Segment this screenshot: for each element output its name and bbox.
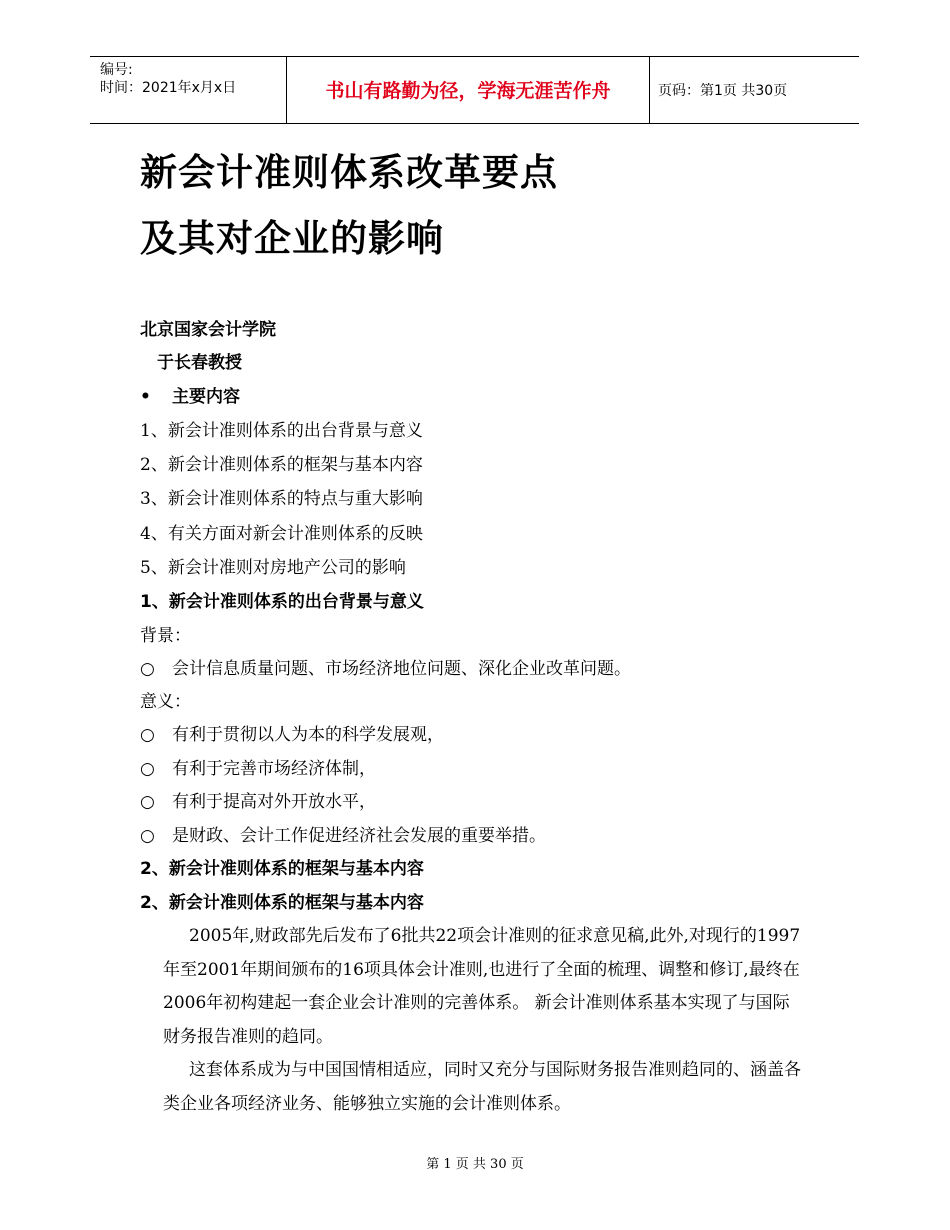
significance-label: 意义：: [140, 692, 191, 712]
significance-item: [140, 825, 546, 847]
section2-paragraph-2: 这套体系成为与中国国情相适应，同时又充分与国际财务报告准则趋同的、涵盖各类企业各项经济业务、能够独立实施的会计准则体系。: [163, 1060, 801, 1114]
background-item-text: 会计信息质量问题、市场经济地位问题、深化企业改革问题。: [172, 659, 631, 679]
header-page-info: 页码：第1页 共30页: [658, 83, 788, 99]
background-item: [140, 658, 631, 680]
significance-item: [140, 758, 376, 780]
toc-item-4: 4、有关方面对新会计准则体系的反映: [140, 524, 423, 544]
toc-item-5: 5、新会计准则对房地产公司的影响: [140, 558, 406, 578]
significance-item-text: 有利于贯彻以人为本的科学发展观，: [172, 725, 444, 745]
header-left-cell: [90, 57, 287, 123]
significance-item-text: 是财政、会计工作促进经济社会发展的重要举措。: [172, 826, 546, 846]
header-motto: 书山有路勤为径，学海无涯苦作舟: [325, 80, 611, 102]
circle-bullet-icon: ○: [140, 725, 155, 745]
section2-heading: 2、新会计准则体系的框架与基本内容: [140, 859, 424, 879]
circle-bullet-icon: ○: [140, 659, 155, 679]
circle-bullet-icon: ○: [140, 759, 155, 779]
significance-item: [140, 724, 444, 746]
section1-heading: 1、新会计准则体系的出台背景与意义: [140, 592, 424, 612]
page-header: [90, 56, 859, 124]
author-institution: 北京国家会计学院: [140, 320, 276, 340]
significance-item-text: 有利于完善市场经济体制，: [172, 759, 376, 779]
document-title-line-1: 新会计准则体系改革要点: [140, 151, 558, 194]
document-time-label: 时间：2021年x月x日: [100, 80, 237, 96]
section2-paragraph-1: 2005年,财政部先后发布了6批共22项会计准则的征求意见稿,此外,对现行的1997年至2001年期间颁布的16项具体会计准则,也进行了全面的梳理、调整和修订,最终在2006年初构建起一套企业会计准则的完善体系。 新会计准则体系基本实现了与国际财务报告准则的趋同。: [163, 926, 801, 1047]
bullet-icon: •: [140, 387, 151, 407]
significance-item-text: 有利于提高对外开放水平，: [172, 792, 376, 812]
background-label: 背景：: [140, 626, 191, 646]
header-right-cell: [650, 57, 859, 123]
toc-heading-text: 主要内容: [172, 387, 240, 407]
section2-heading-repeat: 2、新会计准则体系的框架与基本内容: [140, 893, 424, 913]
circle-bullet-icon: ○: [140, 792, 155, 812]
toc-heading: [140, 386, 240, 408]
author-name: 于长春教授: [157, 353, 242, 373]
toc-item-3: 3、新会计准则体系的特点与重大影响: [140, 489, 423, 509]
circle-bullet-icon: ○: [140, 826, 155, 846]
section2-body: [163, 920, 803, 1121]
significance-item: [140, 791, 376, 813]
header-middle-cell: [287, 57, 650, 123]
toc-item-1: 1、新会计准则体系的出台背景与意义: [140, 421, 423, 441]
document-title-line-2: 及其对企业的影响: [140, 217, 444, 260]
document-number-label: 编号:: [100, 62, 133, 78]
page-footer: 第 1 页 共 30 页: [426, 1157, 524, 1172]
toc-item-2: 2、新会计准则体系的框架与基本内容: [140, 455, 423, 475]
